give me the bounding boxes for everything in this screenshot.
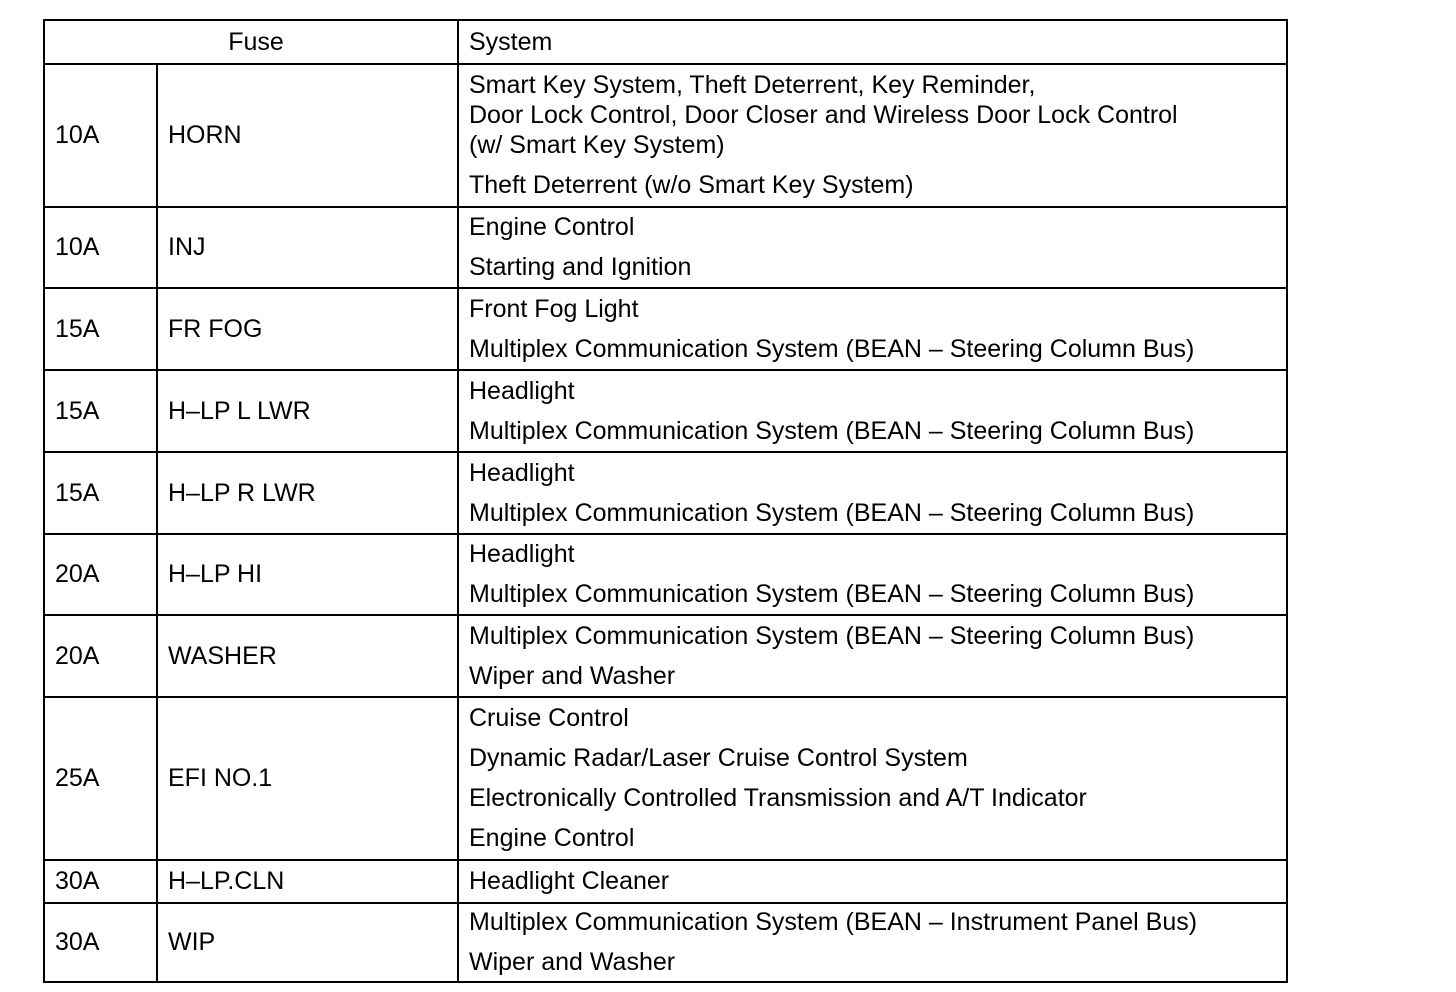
fuse-name: HORN bbox=[157, 64, 458, 207]
system-cell bbox=[458, 860, 1287, 903]
fuse-amperage: 30A bbox=[44, 860, 157, 903]
system-line: Multiplex Communication System (BEAN – Steering Column Bus) bbox=[469, 334, 1195, 363]
system-line: Door Lock Control, Door Closer and Wireless Door Lock Control bbox=[469, 101, 1178, 129]
system-line: (w/ Smart Key System) bbox=[469, 131, 725, 159]
system-line: Front Fog Light bbox=[469, 294, 639, 323]
fuse-name: H–LP R LWR bbox=[157, 452, 458, 534]
fuse-amperage: 15A bbox=[44, 452, 157, 534]
fuse-amperage: 15A bbox=[44, 370, 157, 452]
table-row bbox=[44, 860, 1287, 903]
fuse-name: FR FOG bbox=[157, 288, 458, 370]
system-line: Headlight bbox=[469, 458, 575, 487]
system-line: Headlight bbox=[469, 540, 575, 568]
system-cell bbox=[458, 207, 1287, 288]
header-fuse: Fuse bbox=[44, 20, 458, 64]
fuse-name: INJ bbox=[157, 207, 458, 288]
system-line: Multiplex Communication System (BEAN – Instrument Panel Bus) bbox=[469, 908, 1198, 936]
system-cell bbox=[458, 452, 1287, 534]
fuse-amperage: 30A bbox=[44, 903, 157, 982]
fuse-name: WIP bbox=[157, 903, 458, 982]
table-row bbox=[44, 288, 1287, 370]
table-row bbox=[44, 452, 1287, 534]
fuse-name: H–LP HI bbox=[157, 534, 458, 615]
system-line: Multiplex Communication System (BEAN – Steering Column Bus) bbox=[469, 416, 1195, 445]
system-line: Wiper and Washer bbox=[469, 948, 676, 976]
fuse-amperage: 20A bbox=[44, 615, 157, 697]
table-row bbox=[44, 903, 1287, 982]
system-cell bbox=[458, 64, 1287, 207]
fuse-name: EFI NO.1 bbox=[157, 697, 458, 860]
table-row bbox=[44, 697, 1287, 860]
system-line: Engine Control bbox=[469, 824, 635, 852]
system-line: Dynamic Radar/Laser Cruise Control System bbox=[469, 744, 968, 772]
fuse-amperage: 25A bbox=[44, 697, 157, 860]
table-row bbox=[44, 64, 1287, 207]
fuse-amperage: 10A bbox=[44, 64, 157, 207]
system-line: Engine Control bbox=[469, 213, 635, 241]
system-line: Electronically Controlled Transmission and A/T Indicator bbox=[469, 784, 1087, 812]
system-line: Cruise Control bbox=[469, 704, 629, 732]
system-cell bbox=[458, 697, 1287, 860]
table-row bbox=[44, 207, 1287, 288]
fuse-amperage: 15A bbox=[44, 288, 157, 370]
fuse-amperage: 20A bbox=[44, 534, 157, 615]
header-system: System bbox=[458, 20, 1287, 64]
fuse-table bbox=[43, 19, 1288, 983]
system-cell bbox=[458, 370, 1287, 452]
system-cell bbox=[458, 615, 1287, 697]
table-row bbox=[44, 615, 1287, 697]
system-cell bbox=[458, 534, 1287, 615]
table-header-row bbox=[44, 20, 1287, 64]
table-row bbox=[44, 370, 1287, 452]
fuse-name: H–LP.CLN bbox=[157, 860, 458, 903]
system-line: Theft Deterrent (w/o Smart Key System) bbox=[469, 171, 914, 199]
system-line: Smart Key System, Theft Deterrent, Key Reminder, bbox=[469, 71, 1036, 99]
system-cell bbox=[458, 903, 1287, 982]
system-line: Multiplex Communication System (BEAN – Steering Column Bus) bbox=[469, 621, 1195, 650]
system-line: Wiper and Washer bbox=[469, 661, 676, 690]
system-cell bbox=[458, 288, 1287, 370]
system-line: Starting and Ignition bbox=[469, 253, 692, 281]
fuse-name: H–LP L LWR bbox=[157, 370, 458, 452]
fuse-amperage: 10A bbox=[44, 207, 157, 288]
system-line: Headlight Cleaner bbox=[469, 867, 670, 895]
system-line: Multiplex Communication System (BEAN – Steering Column Bus) bbox=[469, 580, 1195, 608]
system-line: Headlight bbox=[469, 376, 575, 405]
fuse-name: WASHER bbox=[157, 615, 458, 697]
table-row bbox=[44, 534, 1287, 615]
system-line: Multiplex Communication System (BEAN – Steering Column Bus) bbox=[469, 498, 1195, 527]
